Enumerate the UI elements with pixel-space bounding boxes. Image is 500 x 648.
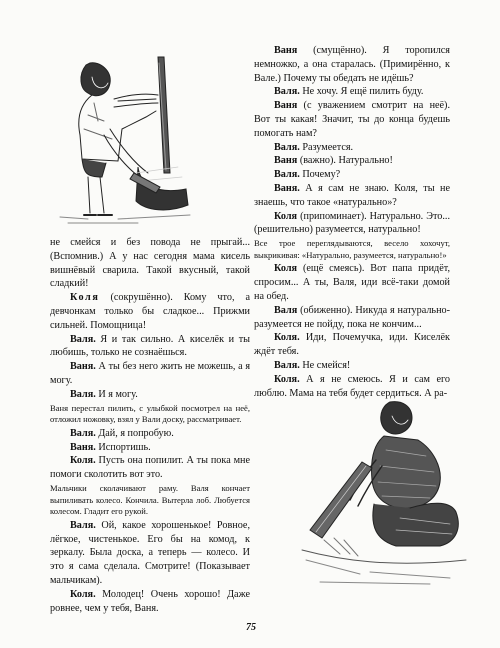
- stage-direction: Все трое переглядываются, весело хохочут, выкрикивая: «Натурально, разумеется, натурально!»: [254, 238, 450, 260]
- illustration-boy-sawing: [58, 55, 193, 225]
- dialogue-line: Валя. И я могу.: [70, 388, 138, 400]
- dialogue-line: Коля. Молодец! Очень хорошо! Даже ровнее, чем у тебя, Ваня.: [50, 588, 250, 614]
- dialogue-line: Коля. Пусть она попилит. А ты пока мне помоги сколотить вот это.: [50, 455, 251, 481]
- dialogue-line: Ваня (с уважением смотрит на неё). Вот ты какая! Значит, ты до конца будешь помогать нам?: [254, 100, 450, 139]
- dialogue-line: Коля. Иди, Почемучка, иди. Киселёк ждёт тебя.: [254, 332, 450, 358]
- stage-direction: Мальчики сколачивают раму. Валя кончает выпиливать колесо. Кончила. Вытерла лоб. Любуется колесом. Гладит его рукой.: [50, 482, 250, 517]
- dialogue-line: Коля. А я не смеюсь. Я и сам его люблю. Мама на тебя будет сердиться. А ра-: [254, 373, 451, 399]
- dialogue-line: Ваня (смущённо). Я торопился немножко, а она старалась. (Примирённо, к Вале.) Почему ты обедать не идёшь?: [254, 45, 450, 84]
- dialogue-line: Валя. Я и так сильно. А киселёк и ты любишь, только не сознаёшься.: [50, 333, 251, 359]
- dialogue-line: Ваня (важно). Натурально!: [274, 155, 393, 167]
- dialogue-line: Коля (припоминает). Натурально. Это... (решительно) разумеется, натурально!: [254, 210, 451, 236]
- dialogue-line: Валя. Не смейся!: [274, 359, 351, 371]
- left-text-column: [50, 236, 250, 615]
- dialogue-line: Коля (сокрушённо). Кому что, а девчонкам только бы сладкое... Прижми сильней. Помощница!: [50, 292, 250, 331]
- dialogue-line: Валя. Почему?: [274, 169, 341, 181]
- dialogue-line: Ваня. А ты без него жить не можешь, а я могу.: [50, 361, 250, 386]
- dialogue-line: Коля (ещё смеясь). Вот папа придёт, спросим... А ты, Валя, иди всё-таки домой на обед.: [254, 263, 450, 302]
- dialogue-line: Ваня. Испортишь.: [70, 441, 151, 453]
- boy-working-drawing: [300, 400, 468, 588]
- stage-direction: Ваня перестал пилить, с улыбкой посмотрел на неё, отложил ножовку, взял у Вали доску, рассматривает.: [50, 402, 250, 425]
- right-text-column: [254, 44, 450, 400]
- illustration-boy-working: [300, 400, 468, 588]
- page-number: 75: [246, 622, 256, 633]
- boy-sawing-drawing: [58, 55, 193, 225]
- dialogue-line: Валя. Дай, я попробую.: [70, 427, 174, 439]
- dialogue-line: Валя. Не хочу. Я ещё пилить буду.: [274, 86, 424, 98]
- dialogue-line: Ваня. А я сам не знаю. Коля, ты не знаешь, что такое «натурально»?: [254, 182, 451, 208]
- dialogue-line: Валя (обиженно). Никуда я натурально-разумеется не пойду, пока не кончим...: [254, 304, 451, 330]
- dialogue-line: Валя. Разумеется.: [274, 141, 354, 153]
- paragraph: не смейся и без повода не прыгай... (Вспомнив.) А у нас сегодня мама кисель вишнёвый сварила. Такой вкусный, такой сладкий!: [50, 237, 250, 290]
- dialogue-line: Валя. Ой, какое хорошенькое! Ровное, лёгкое, чистенькое. Его бы на комод, к зеркалу. Была доска, а теперь — колесо. И это я сама сделала. Смотрите! (Показывает мальчикам).: [50, 519, 250, 586]
